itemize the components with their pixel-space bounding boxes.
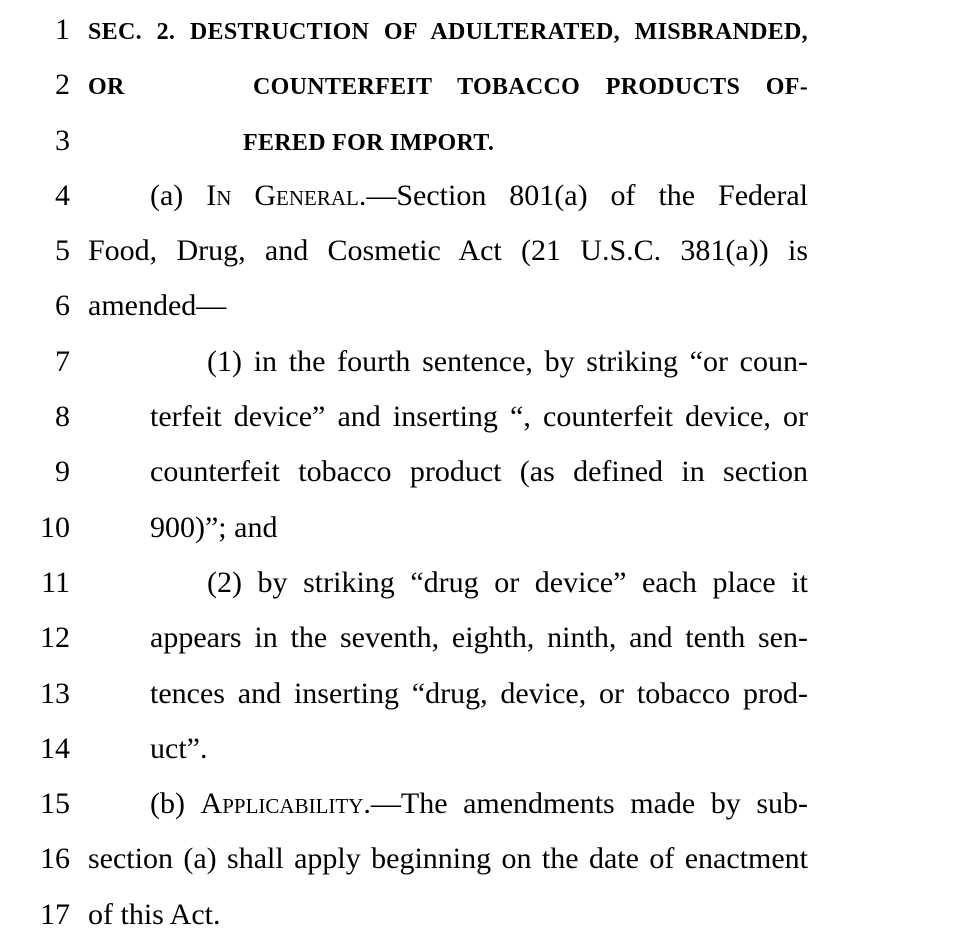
line-text (88, 776, 808, 831)
line-number: 5 (55, 234, 70, 268)
line-number: 13 (40, 676, 70, 710)
text-segment: (1) in the fourth sentence, by striking “or coun- (207, 344, 808, 378)
bill-line (0, 57, 974, 112)
small-caps-text: In General (206, 178, 359, 212)
line-text (88, 116, 808, 171)
text-segment: FERED FOR IMPORT. (243, 129, 495, 156)
line-text (88, 610, 808, 665)
bill-line (0, 831, 974, 886)
line-number: 1 (55, 13, 70, 46)
text-segment: Food, Drug, and Cosmetic Act (21 U.S.C. 381(a)) is (88, 234, 808, 268)
line-text (88, 334, 808, 389)
bill-line (0, 610, 974, 665)
text-segment: terfeit device” and inserting “, counterfeit device, or (150, 400, 808, 434)
line-number: 9 (55, 455, 70, 489)
line-text (88, 168, 808, 223)
line-number: 14 (40, 731, 70, 765)
line-number: 11 (41, 565, 70, 599)
bill-line (0, 500, 974, 555)
bill-line (0, 666, 974, 721)
line-text (88, 223, 808, 278)
line-text (88, 666, 808, 721)
bill-line (0, 776, 974, 831)
line-text (88, 555, 808, 610)
bill-line (0, 721, 974, 776)
bill-line (0, 389, 974, 444)
line-number: 2 (55, 68, 70, 102)
text-segment: .—The amendments made by sub- (363, 787, 809, 821)
line-number: 15 (40, 787, 70, 821)
text-segment: (2) by striking “drug or device” each place it (207, 565, 808, 599)
line-text (88, 500, 808, 555)
text-segment: appears in the seventh, eighth, ninth, and tenth sen- (150, 621, 808, 655)
line-number: 7 (55, 344, 70, 378)
line-number: 16 (40, 842, 70, 876)
bill-line (0, 113, 974, 168)
line-number: 10 (40, 510, 70, 544)
line-text (88, 721, 808, 776)
text-segment: COUNTERFEIT TOBACCO PRODUCTS OF- (253, 74, 808, 101)
line-text (88, 887, 808, 942)
line-text (88, 444, 808, 499)
line-number: 4 (55, 178, 70, 212)
bill-line (0, 444, 974, 499)
bill-line (0, 887, 974, 942)
line-text (88, 278, 808, 333)
small-caps-text: Applicability (200, 787, 364, 821)
line-number: 6 (55, 289, 70, 323)
bill-line (0, 223, 974, 278)
line-number: 8 (55, 400, 70, 434)
text-segment: uct”. (150, 731, 208, 765)
line-number: 17 (40, 897, 70, 931)
text-segment: of this Act. (88, 897, 221, 931)
text-segment: .—Section 801(a) of the Federal (358, 178, 808, 212)
text-segment: (b) (150, 787, 201, 821)
bill-line (0, 334, 974, 389)
text-segment: counterfeit tobacco product (as defined in section (150, 455, 808, 489)
line-text (88, 389, 808, 444)
text-segment: tences and inserting “drug, device, or tobacco prod- (150, 676, 808, 710)
bill-line (0, 278, 974, 333)
text-segment: SEC. 2. DESTRUCTION OF ADULTERATED, MISBRANDED, OR (88, 19, 808, 101)
bill-line (0, 555, 974, 610)
bill-line (0, 168, 974, 223)
text-segment: (a) (150, 178, 207, 212)
line-number: 3 (55, 123, 70, 157)
text-segment: amended— (88, 289, 227, 323)
line-text (88, 60, 808, 115)
text-segment: 900)”; and (150, 510, 278, 544)
line-number: 12 (40, 621, 70, 655)
line-text (88, 831, 808, 886)
text-segment: section (a) shall apply beginning on the date of enactment (88, 842, 808, 876)
